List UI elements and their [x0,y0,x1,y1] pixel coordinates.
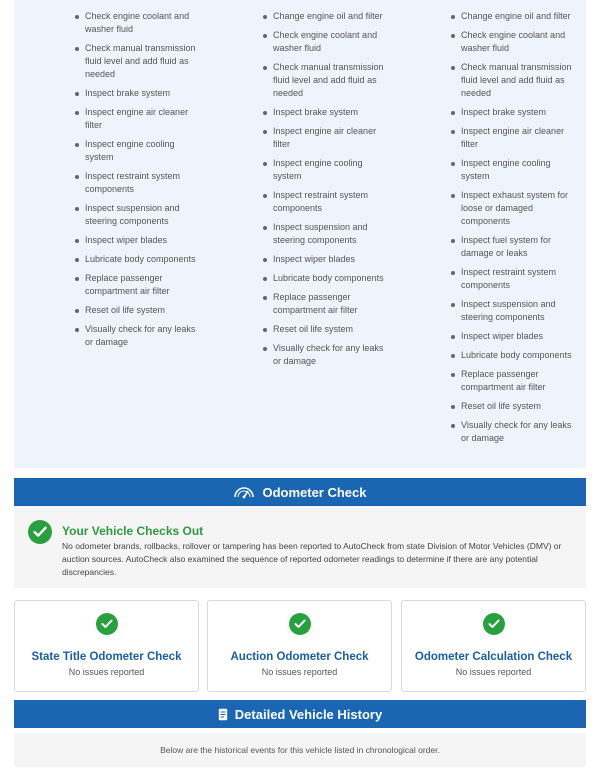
maintenance-item: Inspect exhaust system for loose or damaged components [450,189,580,228]
maintenance-item: Reset oil life system [262,323,392,336]
maintenance-item: Check engine coolant and washer fluid [450,29,580,55]
odometer-card-calculation [401,600,586,692]
checkmark-icon [289,613,311,635]
checkmark-icon [96,613,118,635]
checkmark-icon [28,520,52,544]
maintenance-item: Replace passenger compartment air filter [262,291,392,317]
maintenance-item: Inspect restraint system components [450,266,580,292]
maintenance-item: Visually check for any leaks or damage [262,342,392,368]
maintenance-item: Inspect suspension and steering components [74,202,204,228]
maintenance-list [74,10,204,349]
maintenance-item: Replace passenger compartment air filter [74,272,204,298]
maintenance-item: Inspect engine cooling system [74,138,204,164]
maintenance-item: Check manual transmission fluid level and add fluid as needed [74,42,204,81]
checkmark-icon [483,613,505,635]
odometer-card-auction [207,600,392,692]
maintenance-item: Inspect brake system [450,106,580,119]
maintenance-item: Inspect restraint system components [262,189,392,215]
maintenance-item: Inspect engine cooling system [450,157,580,183]
odometer-header-title: Odometer Check [262,484,367,500]
maintenance-item: Inspect suspension and steering components [450,298,580,324]
document-icon [218,708,228,721]
maintenance-item: Inspect brake system [262,106,392,119]
maintenance-item: Inspect engine air cleaner filter [262,125,392,151]
maintenance-item: Inspect suspension and steering components [262,221,392,247]
maintenance-column-2 [262,10,392,374]
maintenance-item: Check engine coolant and washer fluid [262,29,392,55]
maintenance-column-3 [450,10,580,451]
speedometer-icon [233,485,255,499]
history-header [14,700,586,728]
maintenance-item: Visually check for any leaks or damage [450,419,580,445]
card-status: No issues reported [68,667,145,677]
card-title: Auction Odometer Check [230,651,369,663]
maintenance-item: Check engine coolant and washer fluid [74,10,204,36]
card-status: No issues reported [261,667,338,677]
card-status: No issues reported [455,667,532,677]
maintenance-list [262,10,392,368]
history-note: Below are the historical events for this vehicle listed in chronological order. [14,733,586,767]
maintenance-item: Check manual transmission fluid level and add fluid as needed [450,61,580,100]
maintenance-item: Inspect brake system [74,87,204,100]
maintenance-item: Inspect engine cooling system [262,157,392,183]
maintenance-item: Lubricate body components [262,272,392,285]
card-title: Odometer Calculation Check [414,651,573,663]
maintenance-item: Inspect engine air cleaner filter [74,106,204,132]
maintenance-item: Reset oil life system [74,304,204,317]
maintenance-item: Inspect engine air cleaner filter [450,125,580,151]
maintenance-item: Lubricate body components [74,253,204,266]
odometer-card-state-title [14,600,199,692]
odometer-header [14,478,586,506]
status-title: Your Vehicle Checks Out [62,524,204,538]
maintenance-item: Inspect wiper blades [74,234,204,247]
maintenance-item: Replace passenger compartment air filter [450,368,580,394]
maintenance-item: Lubricate body components [450,349,580,362]
maintenance-section [14,0,586,468]
maintenance-item: Inspect fuel system for damage or leaks [450,234,580,260]
card-title: State Title Odometer Check [31,651,182,663]
maintenance-item: Change engine oil and filter [262,10,392,23]
maintenance-item: Check manual transmission fluid level and add fluid as needed [262,61,392,100]
status-description: No odometer brands, rollbacks, rollover or tampering has been reported to AutoCheck from state Division of Motor Vehicles (DMV) or auction sources. AutoCheck also examined the sequence of reported odometer readings to determine if there are any potential discrepancies. [62,541,562,577]
maintenance-item: Change engine oil and filter [450,10,580,23]
maintenance-item: Inspect wiper blades [262,253,392,266]
maintenance-column-1 [74,10,204,355]
maintenance-item: Reset oil life system [450,400,580,413]
maintenance-item: Visually check for any leaks or damage [74,323,204,349]
history-header-title: Detailed Vehicle History [234,706,383,722]
odometer-status-box [14,506,586,588]
maintenance-item: Inspect wiper blades [450,330,580,343]
maintenance-item: Inspect restraint system components [74,170,204,196]
maintenance-list [450,10,580,445]
